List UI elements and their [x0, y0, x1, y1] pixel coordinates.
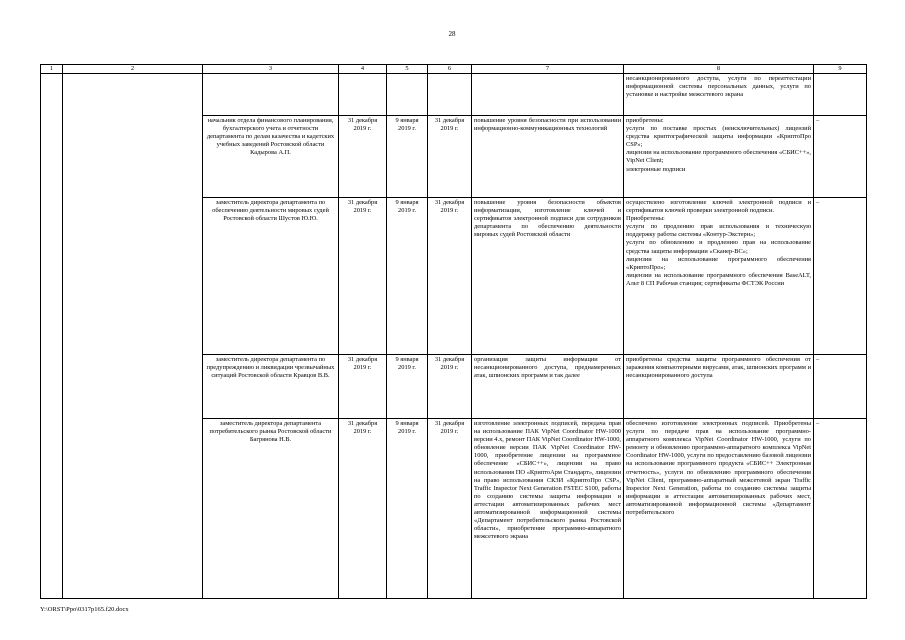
cell-reason: –	[814, 419, 867, 599]
column-number: 7	[472, 65, 624, 74]
column-number: 4	[339, 65, 387, 74]
cell-expected-result: повышение уровня безопасности объектов информатизации, изготовление ключей и сертификатов электронной подписи для сотрудников департамента по обеспечению деятельности мировых судей Ростовской области	[472, 198, 624, 355]
cell-reason: –	[814, 116, 867, 198]
file-path-footer: Y:\ORST\Ppo\0317p165.f20.docx	[40, 606, 129, 613]
cell-date-end: 31 декабря 2019 г.	[428, 198, 472, 355]
cell-col2	[63, 74, 203, 599]
cell-actual-result	[624, 74, 814, 116]
cell-responsible: заместитель директора департамента по предупреждению и ликвидации чрезвычайных ситуаций Ростовской области Кравцов В.В.	[203, 355, 339, 419]
result-paragraph: обеспечено изготовление электронных подписей. Приобретены услуги по передаче прав на использование программно-аппаратного комплекса VipNet Coordinator HW-1000, услуги по ремонту и обновлению программно-аппаратного комплекса VipNet Coordinator HW-1000, услуги по предоставлению базовой лицензии на использование программного продукта «СБИС++ Электронная отчетность», услуги по обновлению программного обеспечения VipNet Client, программно-аппаратный межсетевой экран Traffic Inspector Next Generation, работы по созданию системы защиты информации и аттестации автоматизированных рабочих мест, автоматизированной информационной системы «Департамент потребительского	[626, 420, 811, 517]
cell-actual-result	[624, 198, 814, 355]
cell-responsible: заместитель директора департамента потребительского рынка Ростовской области Багрянова Н.В.	[203, 419, 339, 599]
result-paragraph: лицензии на использование программного обеспечения BaseALT, Альт 8 СП Рабочая станция; сертификаты ФСТЭК России	[626, 271, 811, 287]
cell-reason: –	[814, 355, 867, 419]
result-paragraph: услуги по обновлению и продлению прав на использование средства защиты информации «Сканер-ВС»;	[626, 239, 811, 255]
cell-actual-result	[624, 355, 814, 419]
cell-date-end: 31 декабря 2019 г.	[428, 419, 472, 599]
cell-reason	[814, 74, 867, 116]
cell-date-start: 9 января 2019 г.	[387, 198, 428, 355]
cell-responsible: заместитель директора департамента по обеспечению деятельности мировых судей Ростовской области Шустов Ю.Ю.	[203, 198, 339, 355]
cell-date-start	[387, 74, 428, 116]
result-paragraph: Приобретены:	[626, 215, 665, 223]
cell-expected-result: повышение уровня безопасности при использовании информационно-коммуникационных технологий	[472, 116, 624, 198]
result-paragraph: приобретены:	[626, 117, 664, 124]
cell-date-planned: 31 декабря 2019 г.	[339, 116, 387, 198]
cell-col1	[41, 74, 63, 599]
result-paragraph: несанкционированного доступа, услуги по переаттестации информационной системы персональных данных, услуги по установке и настройке межсетевого экрана	[626, 75, 811, 99]
cell-date-end	[428, 74, 472, 116]
cell-date-planned: 31 декабря 2019 г.	[339, 419, 387, 599]
column-number: 3	[203, 65, 339, 74]
result-paragraph: лицензии на использование программного обеспечения «СБИС++», VipNet Client;	[626, 149, 811, 165]
column-number: 9	[814, 65, 867, 74]
result-paragraph: осуществлено изготовление ключей электронной подписи и сертификатов ключей проверки электронной подписи.	[626, 199, 811, 215]
cell-date-start: 9 января 2019 г.	[387, 419, 428, 599]
cell-actual-result	[624, 419, 814, 599]
column-number: 2	[63, 65, 203, 74]
column-number: 1	[41, 65, 63, 74]
cell-date-planned: 31 декабря 2019 г.	[339, 198, 387, 355]
result-paragraph: электронные подписи	[626, 165, 686, 173]
cell-reason: –	[814, 198, 867, 355]
cell-date-start: 9 января 2019 г.	[387, 355, 428, 419]
cell-expected-result	[472, 74, 624, 116]
result-paragraph: лицензии на использование программного обеспечения «КриптоПро»;	[626, 255, 811, 271]
cell-date-planned	[339, 74, 387, 116]
cell-responsible: начальник отдела финансового планирования, бухгалтерского учета и отчетности департамента по делам казачества и кадетских учебных заведений Ростовской области Кадырова А.П.	[203, 116, 339, 198]
cell-actual-result	[624, 116, 814, 198]
column-number: 6	[428, 65, 472, 74]
report-table	[40, 64, 867, 599]
cell-expected-result: организация защиты информации от несанкционированного доступа, преднамеренных атак, шпионских программ и так далее	[472, 355, 624, 419]
page-number: 28	[448, 30, 456, 38]
result-paragraph: приобретены средства защиты программного обеспечения от заражения компьютерными вирусами, атак, шпионских программ и несанкционированного доступа	[626, 356, 811, 380]
result-paragraph: услуги по поставке простых (неисключительных) лицензий средства криптографической защиты информации «КриптоПро CSP»;	[626, 125, 811, 149]
cell-date-end: 31 декабря 2019 г.	[428, 355, 472, 419]
column-number: 5	[387, 65, 428, 74]
table-row	[41, 74, 867, 116]
cell-date-planned: 31 декабря 2019 г.	[339, 355, 387, 419]
result-paragraph: услуги по продлению прав использования и техническую поддержку работы системы «Контур-Экстерн»;	[626, 223, 811, 239]
cell-expected-result: изготовление электронных подписей, передача прав на использование ПАК VipNet Coordinator HW-1000 версии 4.x, ремонт ПАК VipNet Coordinator HW-1000, обновление версии ПАК VipNet Coordinator HW-1000, приобретение лицензии на программное обеспечение «СБИС++», лицензии на право использования ПО «КриптоАрм Стандарт», лицензии на право использования СКЗИ «КриптоПро CSP», Traffic Inspector Next Generation FSTEC S100, работы по созданию системы защиты информации и аттестации автоматизированных рабочих мест автоматизированной информационной системы «Департамент потребительского рынка Ростовской области», приобретение программно-аппаратного межсетевого экрана	[472, 419, 624, 599]
cell-date-end: 31 декабря 2019 г.	[428, 116, 472, 198]
cell-responsible	[203, 74, 339, 116]
column-number-row	[41, 65, 867, 74]
column-number: 8	[624, 65, 814, 74]
cell-date-start: 9 января 2019 г.	[387, 116, 428, 198]
